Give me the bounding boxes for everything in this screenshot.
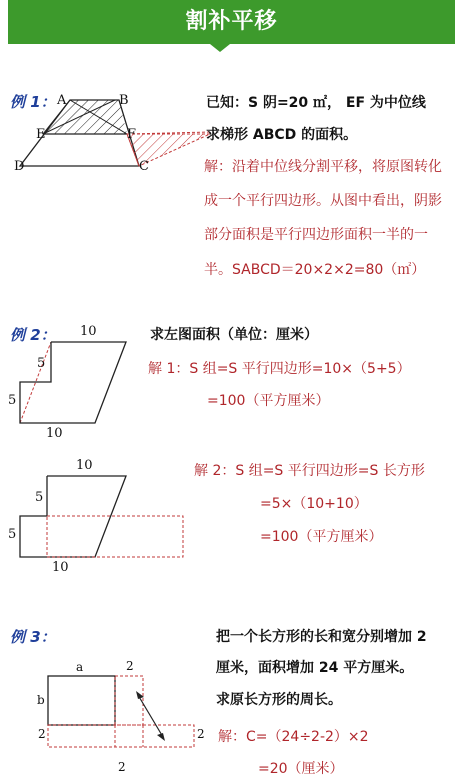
ex3-extra-bottom bbox=[48, 725, 194, 747]
ex2-problem: 求左图面积（单位：厘米） bbox=[150, 327, 318, 343]
ex1-point-f: F bbox=[127, 127, 137, 142]
ex2-fig2-label-top: 10 bbox=[76, 458, 93, 473]
ex3-arrow-head-bottom bbox=[157, 733, 165, 741]
ex3-problem-line-2: 厘米，面积增加 24 平方厘米。 bbox=[216, 660, 414, 676]
ex2-solution2-line-3: =100（平方厘米） bbox=[260, 529, 383, 545]
ex1-point-e: E bbox=[36, 127, 46, 142]
ex3-original-rect bbox=[48, 676, 115, 725]
ex3-problem-line-1: 把一个长方形的长和宽分别增加 2 bbox=[216, 629, 427, 645]
ex2-fig1-label-top: 10 bbox=[80, 324, 97, 339]
ex2-solution1-line-2: =100（平方厘米） bbox=[207, 393, 330, 409]
ex2-fig2-label-bottom: 10 bbox=[52, 560, 69, 575]
ex1-solution-line-4: 半。SABCD＝20×2×2=80（㎡） bbox=[204, 262, 426, 278]
ex3-label-b: b bbox=[37, 693, 45, 707]
ex2-fig1-label-left: 5 bbox=[8, 393, 17, 408]
ex2-fig1-shape bbox=[20, 342, 126, 423]
ex3-extra-right bbox=[115, 676, 143, 725]
page-title: 割补平移 bbox=[185, 9, 278, 34]
ex2-solution2-line-1: 解 2：S 组=S 平行四边形=S 长方形 bbox=[194, 463, 425, 479]
ex2-fig1-label-mid: 5 bbox=[37, 356, 46, 371]
ex1-point-b: B bbox=[119, 93, 129, 108]
ex1-point-c: C bbox=[139, 159, 149, 174]
ex2-fig2-dashed-rect bbox=[47, 516, 183, 557]
ex2-fig2-label-left: 5 bbox=[8, 527, 17, 542]
ex3-label-bottom-2: 2 bbox=[118, 760, 126, 774]
ex3-solution-line-2: =20（厘米） bbox=[258, 761, 344, 777]
ex1-point-d: D bbox=[14, 159, 25, 174]
ex1-solution-line-3: 部分面积是平行四边形面积一半的一 bbox=[204, 227, 428, 243]
ex3-label-a: a bbox=[76, 660, 84, 674]
ex1-solution-line-1: 解：沿着中位线分割平移，将原图转化 bbox=[204, 159, 442, 175]
ex3-label-right-2: 2 bbox=[197, 727, 205, 741]
ex3-label-left-2: 2 bbox=[38, 727, 46, 741]
ex2-fig1-label-bottom: 10 bbox=[46, 426, 63, 441]
ex3-solution-line-1: 解：C=（24÷2-2）×2 bbox=[218, 729, 369, 745]
ex2-solution2-line-2: =5×（10+10） bbox=[260, 496, 368, 512]
ex1-problem-line-2: 求梯形 ABCD 的面积。 bbox=[206, 127, 358, 143]
example-1-label: 例 1： bbox=[10, 93, 56, 111]
ex2-fig2-label-mid: 5 bbox=[35, 490, 44, 505]
ex1-point-a: A bbox=[57, 93, 67, 108]
ex3-arrow bbox=[138, 695, 163, 737]
example-3-label: 例 3： bbox=[10, 628, 56, 646]
example-2-label: 例 2： bbox=[10, 326, 56, 344]
ex1-solution-line-2: 成一个平行四边形。从图中看出，阴影 bbox=[204, 193, 442, 209]
ex3-label-top-2: 2 bbox=[126, 659, 134, 673]
ex2-solution1-line-1: 解 1：S 组=S 平行四边形=10×（5+5） bbox=[148, 361, 411, 377]
ex1-problem-line-1: 已知：S 阴=20 ㎡， EF 为中位线 bbox=[206, 95, 426, 111]
ex3-problem-line-3: 求原长方形的周长。 bbox=[216, 692, 342, 708]
